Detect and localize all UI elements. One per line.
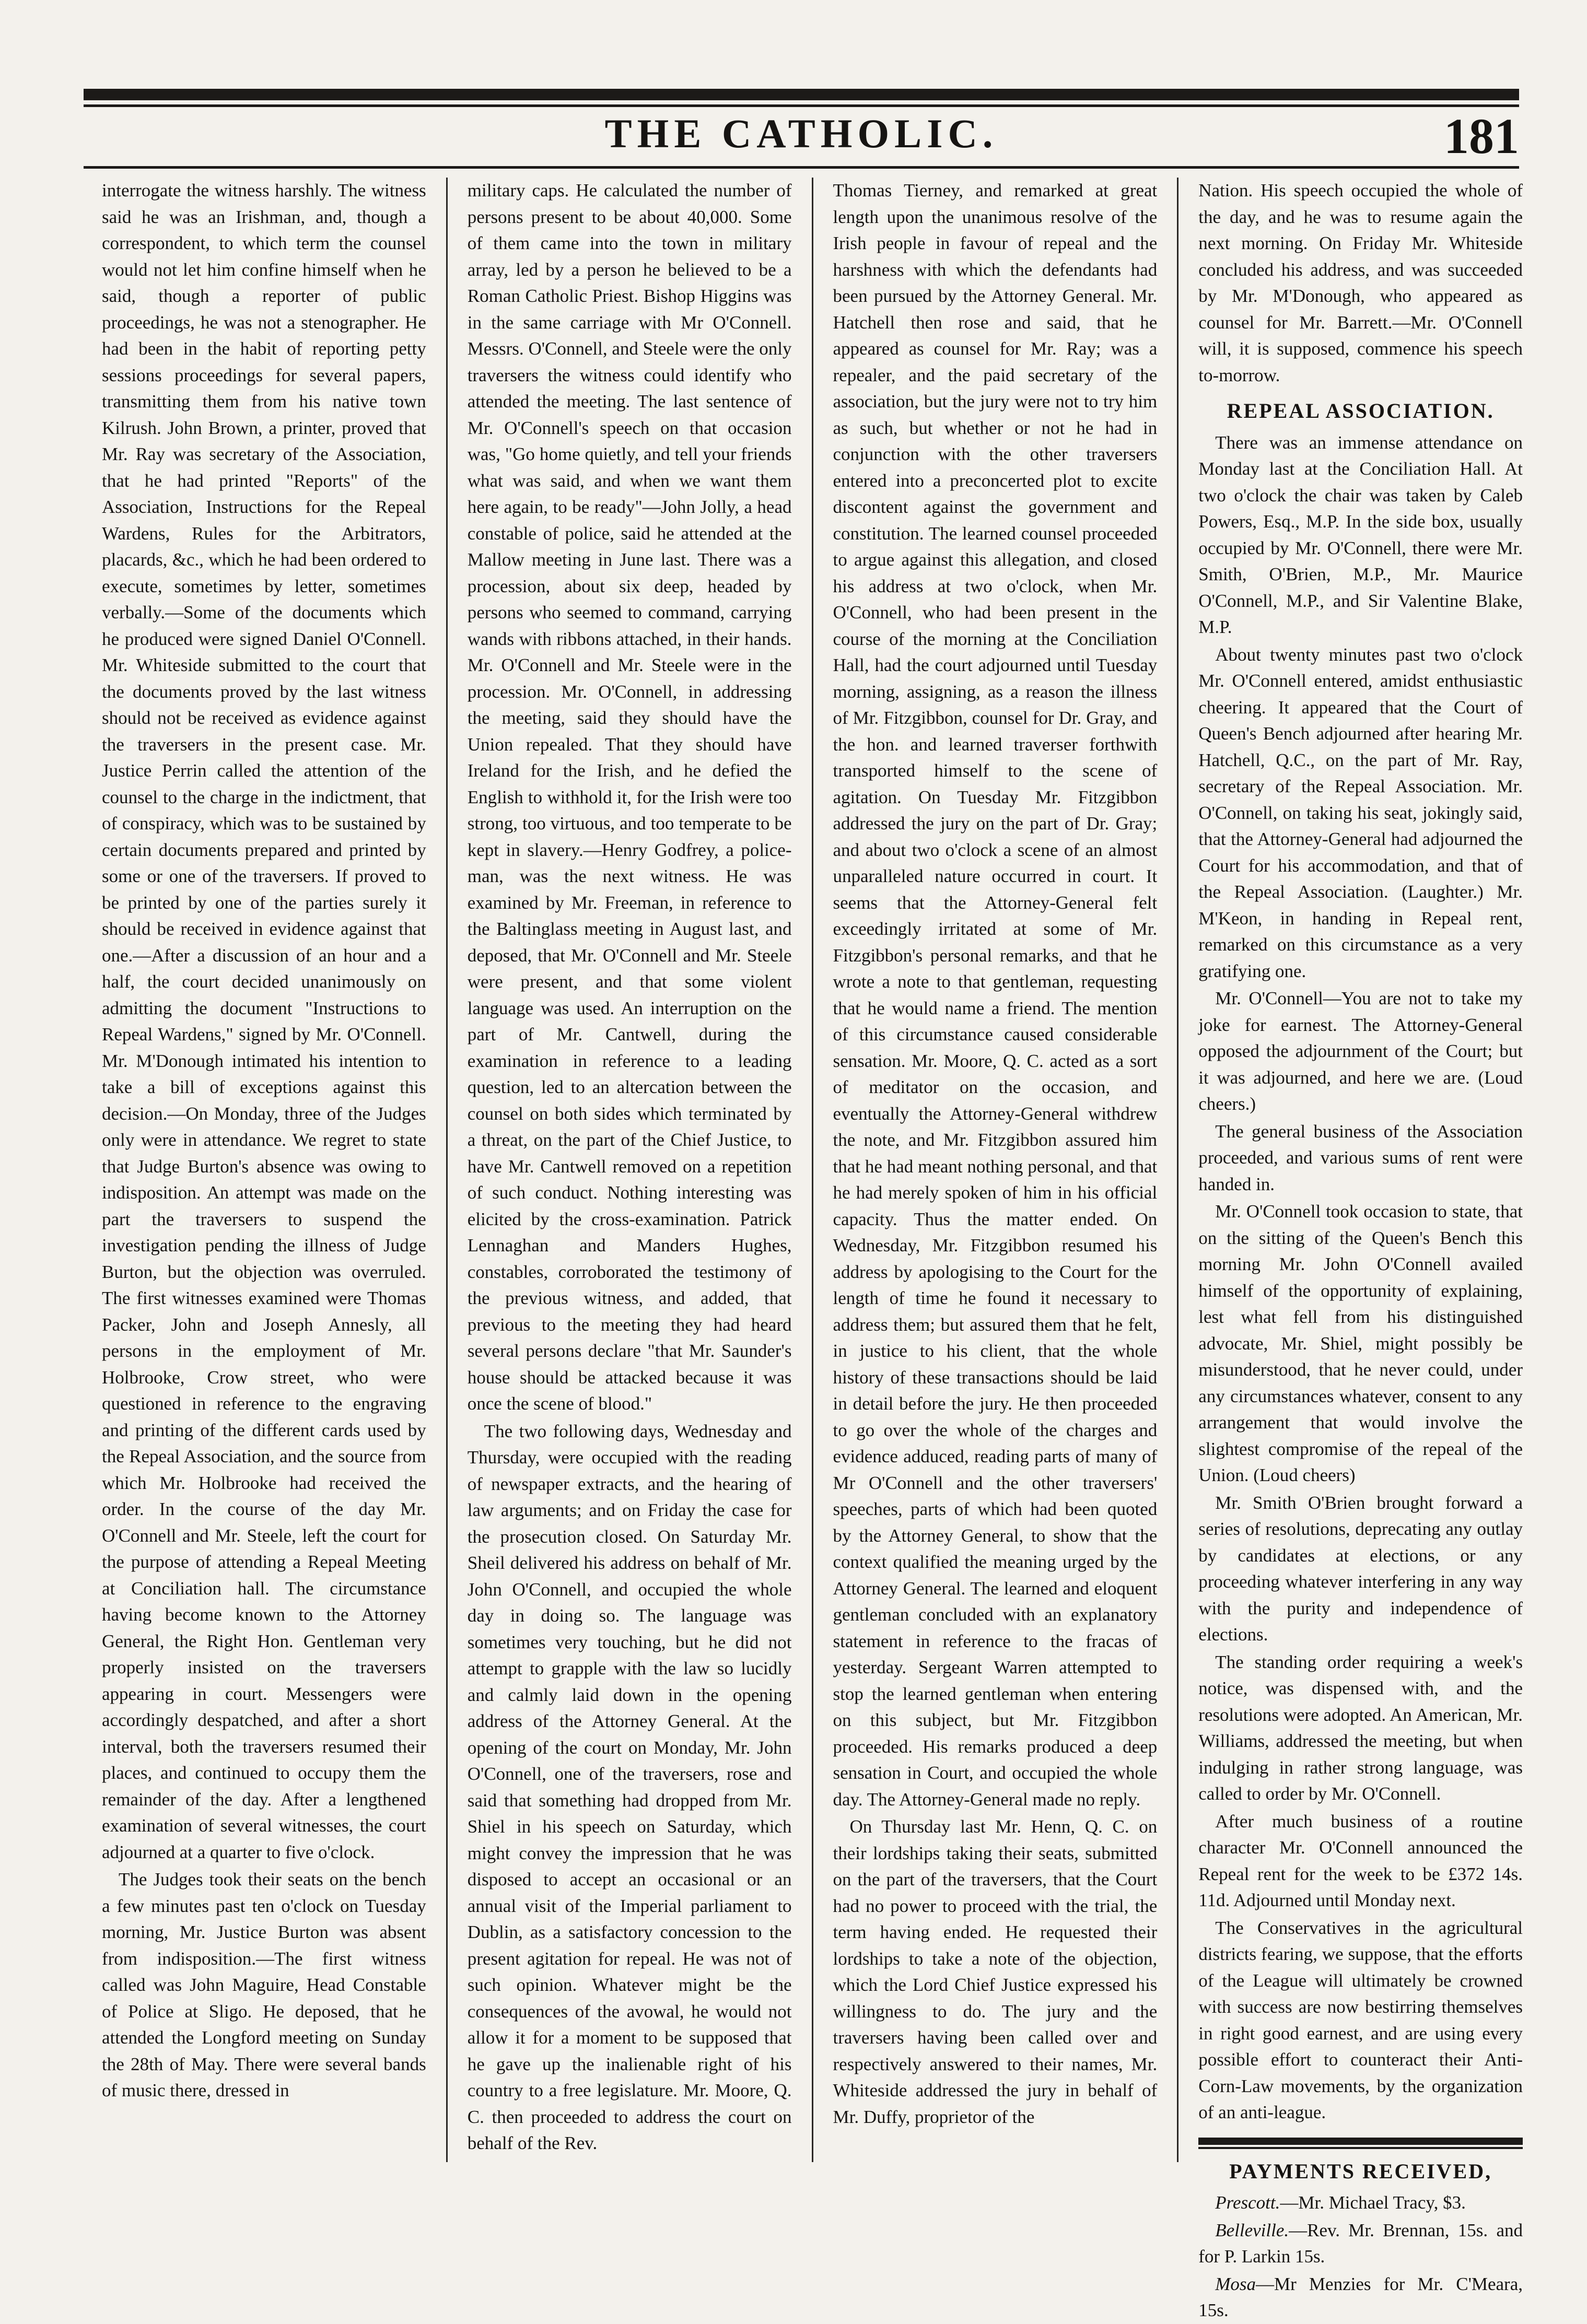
paragraph: There was an immense attendance on Monday last at the Conciliation Hall. At two o'clock the chair was taken by Caleb Powers, Esq., M.P. In the side box, usually occupied by Mr. O'Connell, there were Mr. Smith, O'Brien, M.P., Mr. Maurice O'Connell, M.P., and Sir Valentine Blake, M.P. bbox=[1198, 432, 1523, 637]
paragraph: The standing order requiring a week's notice, was dispensed with, and the resolutions were adopted. An American, Mr. Williams, addressed the meeting, but when indulging in rather strong language, was called to order by Mr. O'Connell. bbox=[1198, 1651, 1523, 1804]
payment-item bbox=[1198, 2217, 1523, 2270]
column-2 bbox=[468, 178, 792, 2162]
paragraph: Mr. O'Connell took occasion to state, that on the sitting of the Queen's Bench this morning Mr. John O'Connell availed himself of the opportunity of explaining, lest what fell from his distinguished advocate, Mr. Shiel, might possibly be misunderstood, that he never could, under any circumstances whatever, consent to any arrangement that would involve the slightest compromise of the repeal of the Union. (Loud cheers) bbox=[1198, 1201, 1523, 1485]
payment-place: Mosa bbox=[1215, 2273, 1256, 2294]
column-divider bbox=[446, 178, 448, 2162]
page-number: 181 bbox=[1444, 108, 1519, 164]
paragraph: The general business of the Association proceeded, and various sums of rent were handed in. bbox=[1198, 1121, 1523, 1194]
paragraph: On Thursday last Mr. Henn, Q. C. on their lordships taking their seats, submitted on the part of the traversers, that the Court had no power to proceed with the trial, the term having ended. He requested their lordships to take a note of the objection, which the Lord Chief Justice expressed his willingness to do. The jury and the traversers having been called over and respectively answered to their names, Mr. Whiteside addressed the jury in behalf of Mr. Duffy, proprietor of the bbox=[833, 1816, 1158, 2127]
masthead-top-rule bbox=[84, 89, 1519, 100]
paragraph: Nation. His speech occupied the whole of the day, and he was to resume again the next morning. On Friday Mr. Whiteside concluded his address, and was succeeded by Mr. M'Donough, who appeared as counsel for Mr. Barrett.—Mr. O'Connell will, it is supposed, commence his speech to-morrow. bbox=[1198, 180, 1523, 385]
conservatives-paragraph: The Conservatives in the agricultural districts fearing, we suppose, that the efforts of the League will ultimately be crowned with success are now bestirring themselves in right good earnest, and are using every possible effort to counteract their Anti-Corn-Law movements, by the organization of an anti-league. bbox=[1198, 1917, 1523, 2122]
paragraph: About twenty minutes past two o'clock Mr. O'Connell entered, amidst enthusiastic cheering. It appeared that the Court of Queen's Bench adjourned after hearing Mr. Hatchell, Q.C., on the part of Mr. Ray, secretary of the Repeal Association. Mr. O'Connell, on taking his seat, jokingly said, that the Attorney-General had adjourned the Court for his accommodation, and that of the Repeal Association. (Laughter.) Mr. M'Keon, in handing in Repeal rent, remarked on this circumstance as a very gratifying one. bbox=[1198, 644, 1523, 981]
payment-place: Belleville. bbox=[1215, 2220, 1289, 2240]
section-rule-light bbox=[1198, 2147, 1523, 2149]
section-rule-heavy bbox=[1198, 2138, 1523, 2145]
payment-item bbox=[1198, 2190, 1523, 2216]
column-divider bbox=[812, 178, 813, 2162]
payments-received-heading: PAYMENTS RECEIVED, bbox=[1229, 2159, 1492, 2183]
masthead-title: THE CATHOLIC. bbox=[604, 111, 998, 156]
payment-text: —Rev. Mr. Brennan, 15s. and for P. Larkin 15s. bbox=[1198, 2220, 1523, 2267]
paragraph: military caps. He calculated the number of persons present to be about 40,000. Some of them came into the town in military array, led by a person he believed to be a Roman Catholic Priest. Bishop Higgins was in the same carriage with Mr O'Connell. Messrs. O'Connell, and Steele were the only traversers the witness could identify who attended the meeting. The last sentence of Mr. O'Connell's speech on that occasion was, "Go home quietly, and tell your friends what was said, and when we want them here again, to be ready"—John Jolly, a head constable of police, said he attended at the Mallow meeting in June last. There was a procession, about six deep, headed by persons who seemed to command, carrying wands with ribbons attached, in their hands. Mr. O'Connell and Mr. Steele were in the procession. Mr. O'Connell, in addressing the meeting, said they should have the Union repealed. That they should have Ireland for the Irish, and he defied the English to withhold it, for the Irish were too strong, too virtuous, and too temperate to be kept in slavery.—Henry Godfrey, a police-man, was the next witness. He was examined by Mr. Freeman, in reference to the Baltinglass meeting in August last, and deposed, that Mr. O'Connell and Mr. Steele were present, and that some violent language was used. An interruption on the part of Mr. Cantwell, during the examination in reference to a leading question, led to an altercation between the counsel on both sides which terminated by a threat, on the part of the Chief Justice, to have Mr. Cantwell removed on a repetition of such conduct. Nothing interesting was elicited by the cross-examination. Patrick Lennaghan and Manders Hughes, constables, corroborated the testimony of the previous witness, and added, that previous to the meeting they had heard several persons declare "that Mr. Saunder's house should be attacked because it was once the scene of blood." bbox=[467, 180, 792, 1414]
column-3 bbox=[833, 178, 1158, 2162]
repeal-association-heading: REPEAL ASSOCIATION. bbox=[1227, 399, 1495, 422]
article-columns bbox=[102, 178, 1523, 2320]
masthead bbox=[84, 107, 1519, 165]
paragraph: Thomas Tierney, and remarked at great length upon the unanimous resolve of the Irish people in favour of repeal and the harshness with which the defendants had been pursued by the Attorney General. Mr. Hatchell then rose and said, that he appeared as counsel for Mr. Ray; was a repealer, and the paid secretary of the association, but the jury were not to try him as such, but whether or not he had in conjunction with the other traversers entered into a preconcerted plot to excite discontent against the government and constitution. The learned counsel proceeded to argue against this allegation, and closed his address at two o'clock, when Mr. O'Connell, who had been present in the course of the morning at the Conciliation Hall, had the court adjourned until Tuesday morning, assigning, as a reason the illness of Mr. Fitzgibbon, counsel for Dr. Gray, and the hon. and learned traverser forthwith transported himself to the scene of agitation. On Tuesday Mr. Fitzgibbon addressed the jury on the part of Dr. Gray; and about two o'clock a scene of an almost unparalleled nature occurred in court. It seems that the Attorney-General felt exceedingly irritated at some of Mr. Fitzgibbon's personal remarks, and that he wrote a note to that gentleman, requesting that he would name a friend. The mention of this circumstance caused considerable sensation. Mr. Moore, Q. C. acted as a sort of meditator on the occasion, and eventually the Attorney-General withdrew the note, and Mr. Fitzgibbon assured him that he had meant nothing personal, and that he had merely spoken of him in his official capacity. Thus the matter ended. On Wednesday, Mr. Fitzgibbon resumed his address by apologising to the Court for the length of time he found it necessary to address them; but assured them that he felt, in justice to his client, that the whole history of these transactions should be laid in detail before the jury. He then proceeded to go over the whole of the charges and evidence adduced, reading parts of many of Mr O'Connell and the other traversers' speeches, parts of which had been quoted by the Attorney General, to show that the context qualified the meaning urged by the Attorney General. The learned and eloquent gentleman concluded with an explanatory statement in reference to the fracas of yesterday. Sergeant Warren attempted to stop the learned gentleman when entering on this subject, but Mr. Fitzgibbon proceeded. His remarks produced a deep sensation in Court, and occupied the whole day. The Attorney-General made no reply. bbox=[833, 180, 1158, 1810]
paragraph: The two following days, Wednesday and Thursday, were occupied with the reading of newspaper extracts, and the hearing of law arguments; and on Friday the case for the prosecution closed. On Saturday Mr. Sheil delivered his address on behalf of Mr. John O'Connell, and occupied the whole day in doing so. The language was sometimes very touching, but he did not attempt to grapple with the law so lucidly and calmly laid down in the opening address of the Attorney General. At the opening of the court on Monday, Mr. John O'Connell, one of the traversers, rose and said that something had dropped from Mr. Shiel in his speech on Saturday, which might convey the impression that he was disposed to accept an occasional or an annual visit of the Imperial parliament to Dublin, as a satisfactory concession to the present agitation for repeal. He was not of such opinion. Whatever might be the consequences of the avowal, he would not allow it for a moment to be supposed that he gave up the inalienable right of his country to a free legislature. Mr. Moore, Q. C. then proceeded to address the court on behalf of the Rev. bbox=[467, 1421, 792, 2153]
payment-item bbox=[1198, 2271, 1523, 2324]
column-1 bbox=[102, 178, 426, 2162]
payment-text: —Mr Menzies for Mr. C'Meara, 15s. bbox=[1198, 2273, 1523, 2320]
paragraph: After much business of a routine character Mr. O'Connell announced the Repeal rent for the week to be £372 14s. 11d. Adjourned until Monday next. bbox=[1198, 1811, 1523, 1910]
paragraph: Mr. Smith O'Brien brought forward a series of resolutions, deprecating any outlay by candidates at elections, or any proceeding whatever interfering in any way with the purity and independence of elections. bbox=[1198, 1492, 1523, 1645]
paragraph: Mr. O'Connell—You are not to take my joke for earnest. The Attorney-General opposed the adjournment of the Court; but it was adjourned, and here we are. (Loud cheers.) bbox=[1198, 988, 1523, 1114]
payment-text: —Mr. Michael Tracy, $3. bbox=[1280, 2192, 1466, 2213]
payment-place: Prescott. bbox=[1215, 2192, 1280, 2213]
column-divider bbox=[1177, 178, 1178, 2162]
masthead-bottom-rule bbox=[84, 166, 1519, 169]
column-4 bbox=[1198, 178, 1523, 2320]
paragraph: interrogate the witness harshly. The witness said he was an Irishman, and, though a correspondent, to which term the counsel would not let him confine himself when he said, though a reporter of public proceedings, he was not a stenographer. He had been in the habit of reporting petty sessions proceedings for several papers, transmitting them from his native town Kilrush. John Brown, a printer, proved that Mr. Ray was secretary of the Association, that he had printed "Reports" of the Association, Instructions for the Repeal Wardens, Rules for the Arbitrators, placards, &c., which he had been ordered to execute, sometimes by letter, sometimes verbally.—Some of the documents which he produced were signed Daniel O'Connell. Mr. Whiteside submitted to the court that the documents proved by the last witness should not be received as evidence against the traversers in the present case. Mr. Justice Perrin called the attention of the counsel to the charge in the indictment, that of conspiracy, which was to be sustained by certain documents prepared and printed by some or one of the traversers. If proved to be printed by one of the parties surely it should be received in evidence against that one.—After a discussion of an hour and a half, the court decided unanimously on admitting the document "Instructions to Repeal Wardens," signed by Mr. O'Connell. Mr. M'Donough intimated his intention to take a bill of exceptions against this decision.—On Monday, three of the Judges only were in attendance. We regret to state that Judge Burton's absence was owing to indisposition. An attempt was made on the part the traversers to suspend the investigation pending the illness of Judge Burton, but the objection was overruled. The first witnesses examined were Thomas Packer, John and Joseph Annesly, all persons in the employment of Mr. Holbrooke, Crow street, who were questioned in reference to the engraving and printing of the different cards used by the Repeal Association, and the source from which Mr. Holbrooke had received the order. In the course of the day Mr. O'Connell and Mr. Steele, left the court for the purpose of attending a Repeal Meeting at Conciliation hall. The circumstance having become known to the Attorney General, the Right Hon. Gentleman very properly insisted on the traversers appearing in court. Messengers were accordingly despatched, and after a short interval, both the traversers resumed their places, and continued to occupy them the remainder of the day. After a lengthened examination of several witnesses, the court adjourned at a quarter to five o'clock. bbox=[102, 180, 426, 1862]
paragraph: The Judges took their seats on the bench a few minutes past ten o'clock on Tuesday morning, Mr. Justice Burton was absent from indisposition.—The first witness called was John Maguire, Head Constable of Police at Sligo. He deposed, that he attended the Longford meeting on Sunday the 28th of May. There were several bands of music there, dressed in bbox=[102, 1869, 426, 2100]
